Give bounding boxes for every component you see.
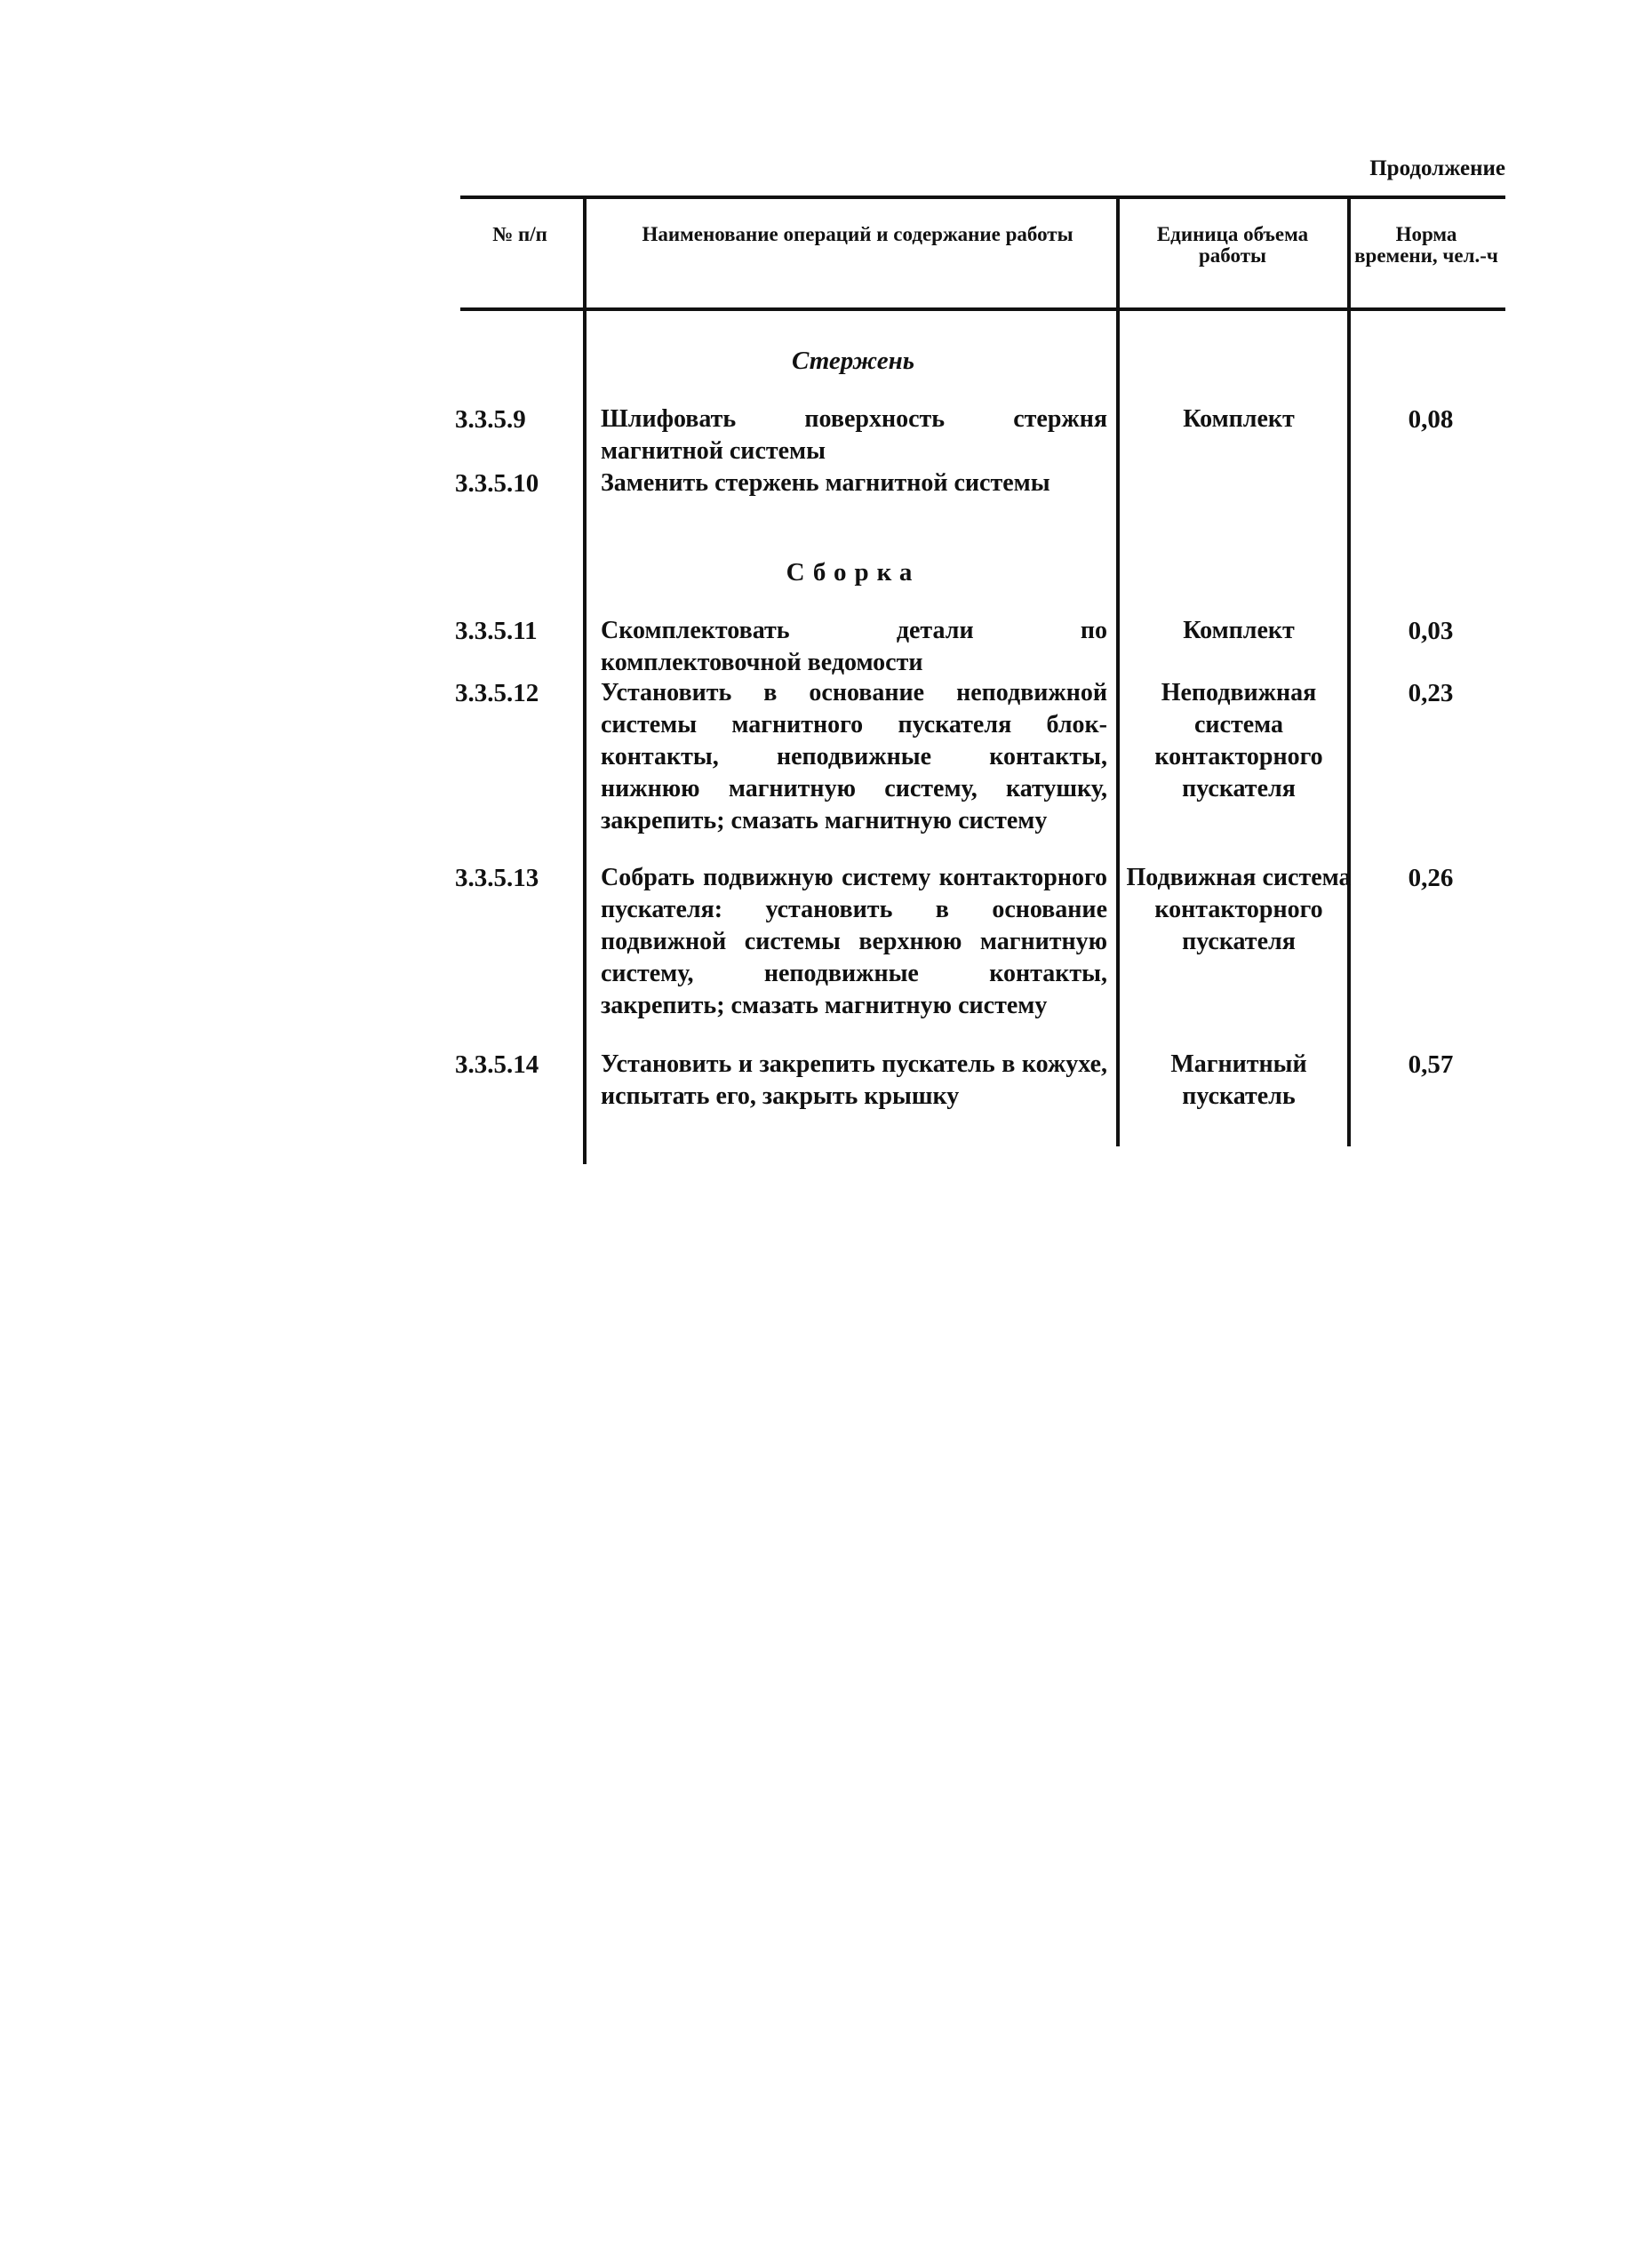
header-num: № п/п — [492, 223, 547, 245]
row-unit: Комплект — [1183, 405, 1295, 433]
row-description: Установить и закрепить пускатель в кожухе, испытать его, закрыть крышку — [601, 1050, 1107, 1110]
row-description: Скомплектовать детали по комплектовочной ведомости — [601, 617, 1107, 676]
column-divider-3 — [1347, 196, 1351, 1146]
header-unit: Единица объема работы — [1156, 223, 1309, 267]
row-unit: Подвижная система контакторного пускателя — [1126, 864, 1352, 955]
row-number: 3.3.5.11 — [455, 617, 538, 645]
column-divider-2 — [1116, 196, 1120, 1146]
section-title: Сборка — [786, 558, 921, 587]
row-norm: 0,03 — [1408, 617, 1454, 645]
row-norm: 0,26 — [1408, 864, 1454, 892]
row-description: Шлифовать поверхность стержня магнитной системы — [601, 405, 1107, 465]
row-number: 3.3.5.13 — [455, 864, 539, 892]
section-title: Стержень — [791, 347, 915, 375]
continuation-label: Продолжение — [1369, 156, 1505, 180]
row-unit: Магнитный пускатель — [1170, 1050, 1307, 1110]
row-norm: 0,57 — [1408, 1050, 1454, 1079]
row-norm: 0,23 — [1408, 679, 1454, 707]
row-description: Собрать подвижную систему контакторного пускателя: установить в основание подвижной системы верхнюю магнитную систему, неподвижные контакты, закрепить; смазать магнитную систему — [601, 864, 1107, 1019]
row-number: 3.3.5.14 — [455, 1050, 539, 1079]
row-unit: Комплект — [1183, 617, 1295, 644]
row-description: Установить в основание неподвижной системы магнитного пускателя блок-контакты, неподвижные контакты, нижнюю магнитную систему, катушку, закрепить; смазать магнитную систему — [601, 679, 1107, 834]
row-number: 3.3.5.12 — [455, 679, 539, 707]
header-norm: Норма времени, чел.-ч — [1354, 223, 1498, 267]
row-number: 3.3.5.10 — [455, 469, 539, 498]
header-name: Наименование операций и содержание работы — [642, 223, 1073, 245]
row-norm: 0,08 — [1408, 405, 1454, 434]
row-unit: Неподвижная система контакторного пускателя — [1154, 679, 1323, 802]
row-number: 3.3.5.9 — [455, 405, 526, 434]
row-description: Заменить стержень магнитной системы — [601, 469, 1050, 497]
